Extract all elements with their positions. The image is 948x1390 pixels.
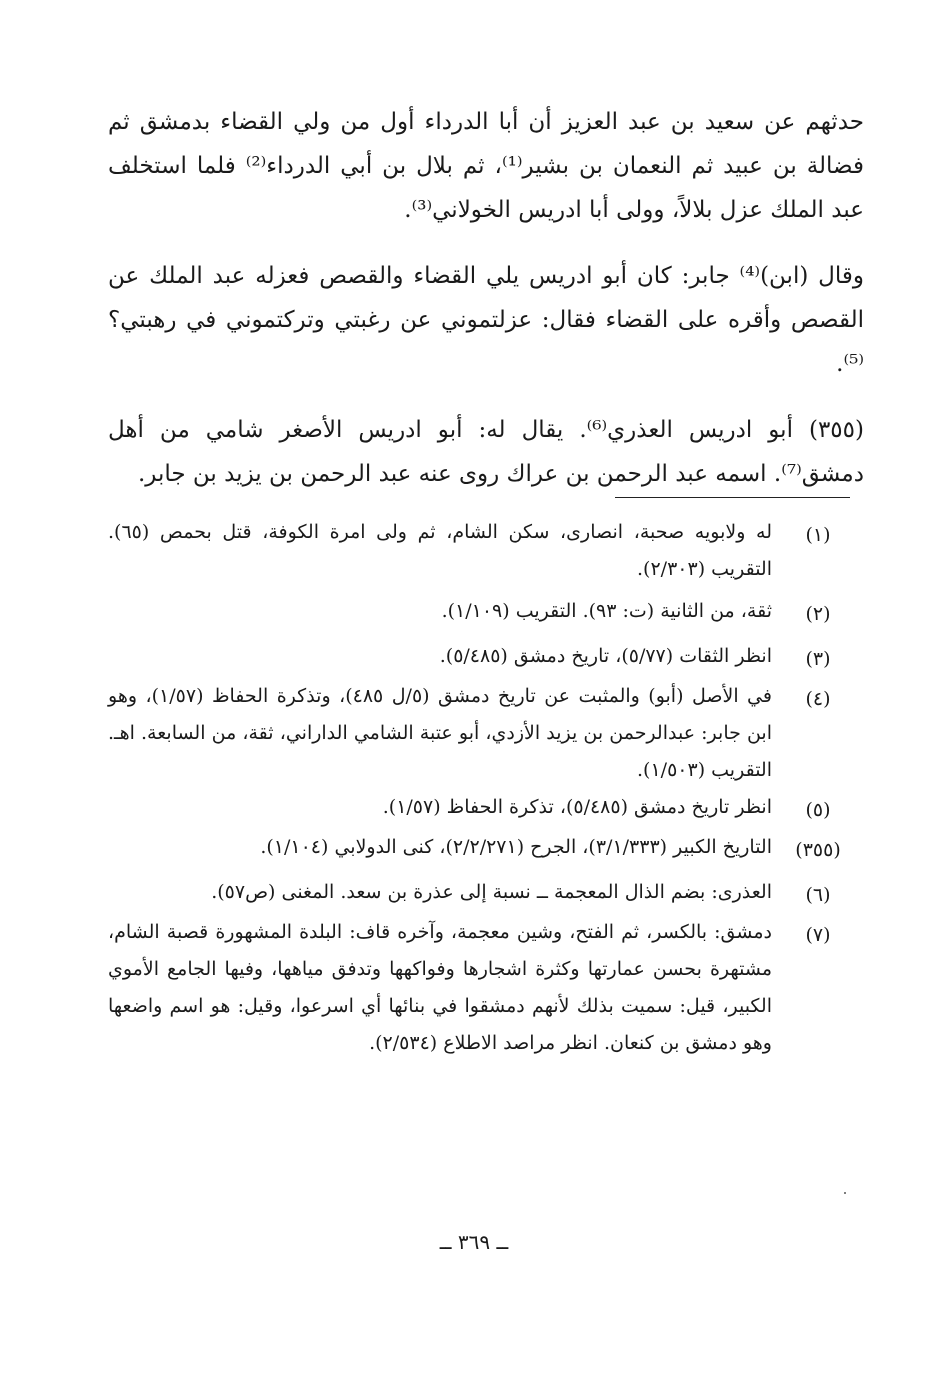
paragraph: حدثهم عن سعيد بن عبد العزيز أن أبا الدرداء أول من ولي القضاء بدمشق ثم فضالة بن عبيد ثم النعمان بن بشير⁽¹⁾، ثم بلال بن أبي الدرداء⁽²⁾ فلما استخلف عبد الملك عزل بلالاً، وولى أبا ادريس الخولاني⁽³⁾.	[108, 109, 864, 223]
footnote-number: (٥)	[805, 799, 831, 821]
footnote-item	[108, 514, 864, 588]
paragraph: (٣٥٥) أبو ادريس العذري⁽⁶⁾. يقال له: أبو ادريس الأصغر شامي من أهل دمشق⁽⁷⁾. اسمه عبد الرحمن بن عراك روى عنه عبد الرحمن بن يزيد بن جابر.	[108, 417, 864, 487]
footnote-number: (٦)	[805, 884, 831, 906]
footnote-text: له ولابويه صحبة، انصارى، سكن الشام، ثم ولى امرة الكوفة، قتل بحمص (٦٥). التقريب (٢/٣٠٣).	[108, 521, 772, 580]
footnote-number: (٧)	[805, 924, 831, 946]
footnote-item	[108, 914, 864, 1062]
footnote-text: التاريخ الكبير (٣/١/٣٣٣)، الجرح (٢/٢/٢٧١)، كنى الدولابي (١/١٠٤).	[260, 836, 772, 858]
footnote-item	[108, 638, 864, 678]
footnote-divider	[615, 497, 850, 498]
footnote-item	[108, 593, 864, 633]
main-text	[108, 100, 864, 518]
footnote-text: العذرى: بضم الذال المعجمة ــ نسبة إلى عذرة بن سعد. المغنى (ص٥٧).	[211, 881, 772, 903]
footnote-number: (٣)	[805, 648, 831, 670]
footnote-number: (١)	[805, 524, 831, 546]
page-number: ــ ٣٦٩ ــ	[439, 1230, 509, 1254]
footnote-item	[108, 874, 864, 914]
footnote-number: (٤)	[805, 688, 831, 710]
footnote-item	[108, 789, 864, 829]
footnotes	[108, 514, 864, 1062]
footnote-number: (٣٥٥)	[795, 839, 841, 861]
footnote-text: ثقة، من الثانية (ت: ٩٣). التقريب (١/١٠٩).	[441, 600, 772, 622]
footnote-text: في الأصل (أبو) والمثبت عن تاريخ دمشق (٥/ل ٤٨٥)، وتذكرة الحفاظ (١/٥٧)، وهو ابن جابر: عبدالرحمن بن يزيد الأزدي، أبو عتبة الشامي الداراني، ثقة، من السابعة. اهـ. التقريب (١/٥٠٣).	[108, 685, 772, 781]
footnote-number: (٢)	[805, 603, 831, 625]
footnote-text: انظر تاريخ دمشق (٥/٤٨٥)، تذكرة الحفاظ (١/٥٧).	[382, 796, 772, 818]
paragraph: وقال (ابن)⁽⁴⁾ جابر: كان أبو ادريس يلي القضاء والقصص فعزله عبد الملك عن القصص وأقره على القضاء فقال: عزلتموني عن رغبتي وتركتموني في رهبتي؟⁽⁵⁾.	[108, 263, 864, 377]
footnote-item	[108, 829, 864, 869]
footnote-text: دمشق: بالكسر، ثم الفتح، وشين معجمة، وآخره قاف: البلدة المشهورة قصبة الشام، مشتهرة بحسن عمارتها وكثرة اشجارها وفواكهها وتدفق مياهها، وفيها الجامع الأموي الكبير، قيل: سميت بذلك لأنهم دمشقوا في بنائها أي اسرعوا، وقيل: هو اسم واضعها وهو دمشق بن كنعان. انظر مراصد الاطلاع (٢/٥٣٤).	[108, 921, 772, 1054]
ink-speck	[844, 1192, 846, 1194]
footnote-item	[108, 678, 864, 789]
footnote-text: انظر الثقات (٥/٧٧)، تاريخ دمشق (٥/٤٨٥).	[439, 645, 772, 667]
